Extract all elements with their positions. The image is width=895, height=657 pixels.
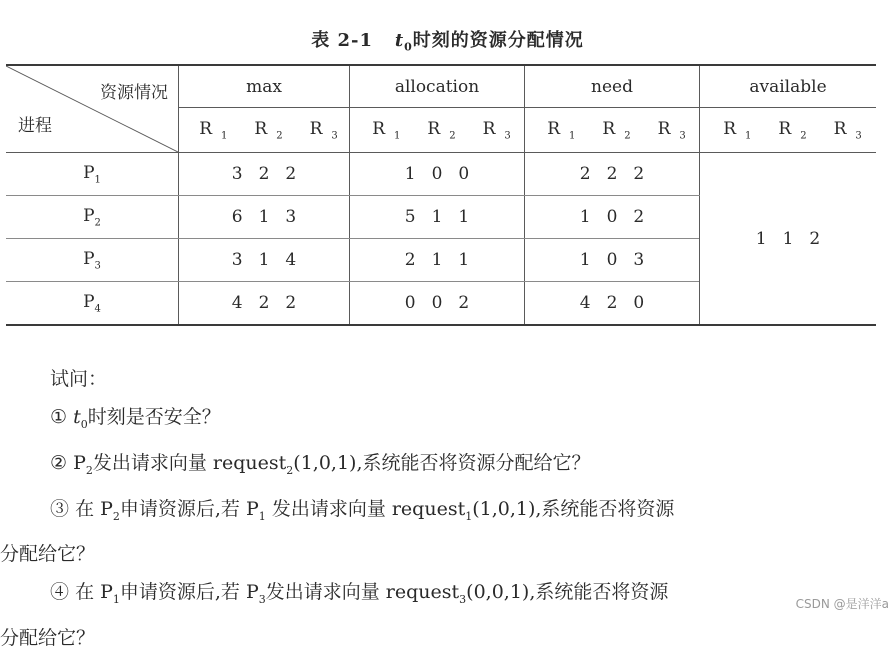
need-values: 4 2 0 bbox=[525, 282, 700, 326]
corner-resource-label: 资源情况 bbox=[100, 83, 168, 103]
process-name: $P_3$ bbox=[6, 239, 179, 282]
question-2: ② $P_2$发出请求向量 request$_2$(1,0,1),系统能否将资源分配给它？ bbox=[50, 451, 591, 477]
max-values: 6 1 3 bbox=[179, 196, 350, 239]
process-name: $P_4$ bbox=[6, 282, 179, 326]
need-values: 1 0 2 bbox=[525, 196, 700, 239]
table-title-suffix: 时刻的资源分配情况 bbox=[412, 30, 584, 51]
table-title-var-sub: 0 bbox=[404, 40, 413, 54]
available-values: 1 1 2 bbox=[700, 153, 877, 326]
table-title-prefix: 表 2-1 bbox=[311, 30, 373, 51]
need-values: 1 0 3 bbox=[525, 239, 700, 282]
group-header-allocation: allocation bbox=[350, 65, 525, 108]
max-values: 4 2 2 bbox=[179, 282, 350, 326]
allocation-values: 0 0 2 bbox=[350, 282, 525, 326]
process-name: $P_2$ bbox=[6, 196, 179, 239]
max-values: 3 1 4 bbox=[179, 239, 350, 282]
allocation-values: 1 0 0 bbox=[350, 153, 525, 196]
watermark: CSDN @是洋洋a bbox=[795, 597, 889, 611]
corner-header-cell bbox=[6, 65, 179, 153]
question-intro: 试问： bbox=[50, 368, 108, 390]
table-title bbox=[0, 26, 895, 54]
group-header-max: max bbox=[179, 65, 350, 108]
group-header-row bbox=[6, 65, 876, 108]
resource-labels-allocation: R $_1$ R $_2$ R $_3$ bbox=[350, 108, 525, 153]
need-values: 2 2 2 bbox=[525, 153, 700, 196]
question-4: ④ 在 $P_1$申请资源后,若 $P_3$发出请求向量 request$_3$(0,0,1),系统能否将资源 bbox=[50, 581, 669, 607]
question-4-continued: 分配给它？ bbox=[0, 627, 96, 650]
resource-labels-max: R $_1$ R $_2$ R $_3$ bbox=[179, 108, 350, 153]
process-name: $P_1$ bbox=[6, 153, 179, 196]
allocation-values: 5 1 1 bbox=[350, 196, 525, 239]
question-list bbox=[0, 360, 880, 657]
group-header-need: need bbox=[525, 65, 700, 108]
resource-labels-available: R $_1$ R $_2$ R $_3$ bbox=[700, 108, 877, 153]
allocation-values: 2 1 1 bbox=[350, 239, 525, 282]
group-header-available: available bbox=[700, 65, 877, 108]
allocation-table bbox=[6, 64, 876, 326]
max-values: 3 2 2 bbox=[179, 153, 350, 196]
resource-labels-need: R $_1$ R $_2$ R $_3$ bbox=[525, 108, 700, 153]
question-3-continued: 分配给它？ bbox=[0, 543, 96, 566]
question-1: ① $t_0$时刻是否安全？ bbox=[50, 406, 221, 431]
process-row-p1 bbox=[6, 153, 876, 196]
question-3: ③ 在 $P_2$申请资源后,若 $P_1$ 发出请求向量 request$_1$(1,0,1),系统能否将资源 bbox=[50, 497, 675, 523]
table-title-var: t bbox=[394, 30, 405, 51]
corner-process-label: 进程 bbox=[18, 116, 52, 136]
